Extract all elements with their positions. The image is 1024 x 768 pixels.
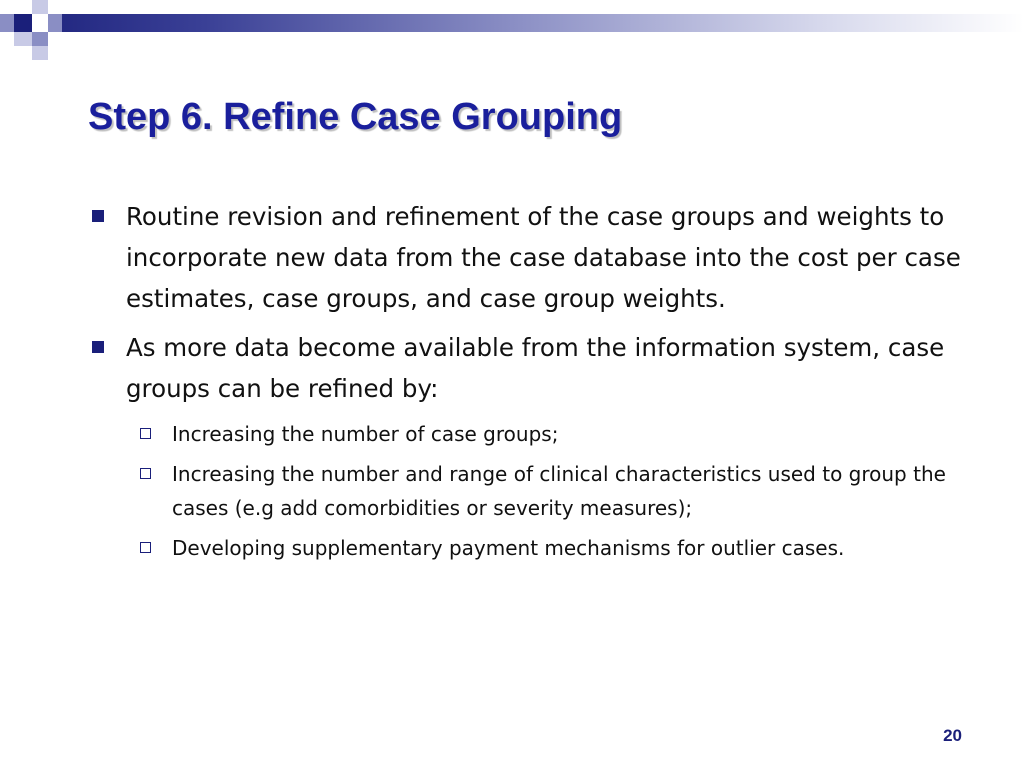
square-bullet-icon	[92, 210, 104, 222]
hollow-square-bullet-icon	[140, 542, 151, 553]
slide-title: Step 6. Refine Case Grouping	[88, 96, 623, 138]
page-number: 20	[943, 726, 962, 745]
header-gradient-bar	[0, 14, 1024, 32]
corner-square-mid-right	[48, 14, 62, 32]
hollow-square-bullet-icon	[140, 428, 151, 439]
sub-bullet-item	[172, 457, 968, 525]
corner-square-light-lower	[32, 46, 48, 60]
sub-bullet-item	[172, 531, 968, 565]
square-bullet-icon	[92, 341, 104, 353]
bullet-item	[88, 196, 968, 319]
slide-content	[88, 196, 968, 571]
sub-bullet-list	[88, 417, 968, 565]
corner-square-mid-bottom	[32, 32, 48, 46]
corner-square-light-bottom	[14, 32, 32, 46]
corner-square-navy	[14, 14, 32, 32]
bullet-text: As more data become available from the information system, case groups can be refined by:	[126, 333, 945, 403]
sub-bullet-item	[172, 417, 968, 451]
bullet-text: Routine revision and refinement of the case groups and weights to incorporate new data from the case database into the cost per case estimates, case groups, and case group weights.	[126, 202, 961, 313]
sub-bullet-text: Increasing the number of case groups;	[172, 422, 559, 446]
sub-bullet-text: Increasing the number and range of clinical characteristics used to group the cases (e.g add comorbidities or severity measures);	[172, 462, 946, 520]
hollow-square-bullet-icon	[140, 468, 151, 479]
sub-bullet-text: Developing supplementary payment mechanisms for outlier cases.	[172, 536, 845, 560]
corner-square-mid-left	[0, 14, 14, 32]
bullet-item	[88, 327, 968, 409]
corner-square-light-top	[32, 0, 48, 14]
